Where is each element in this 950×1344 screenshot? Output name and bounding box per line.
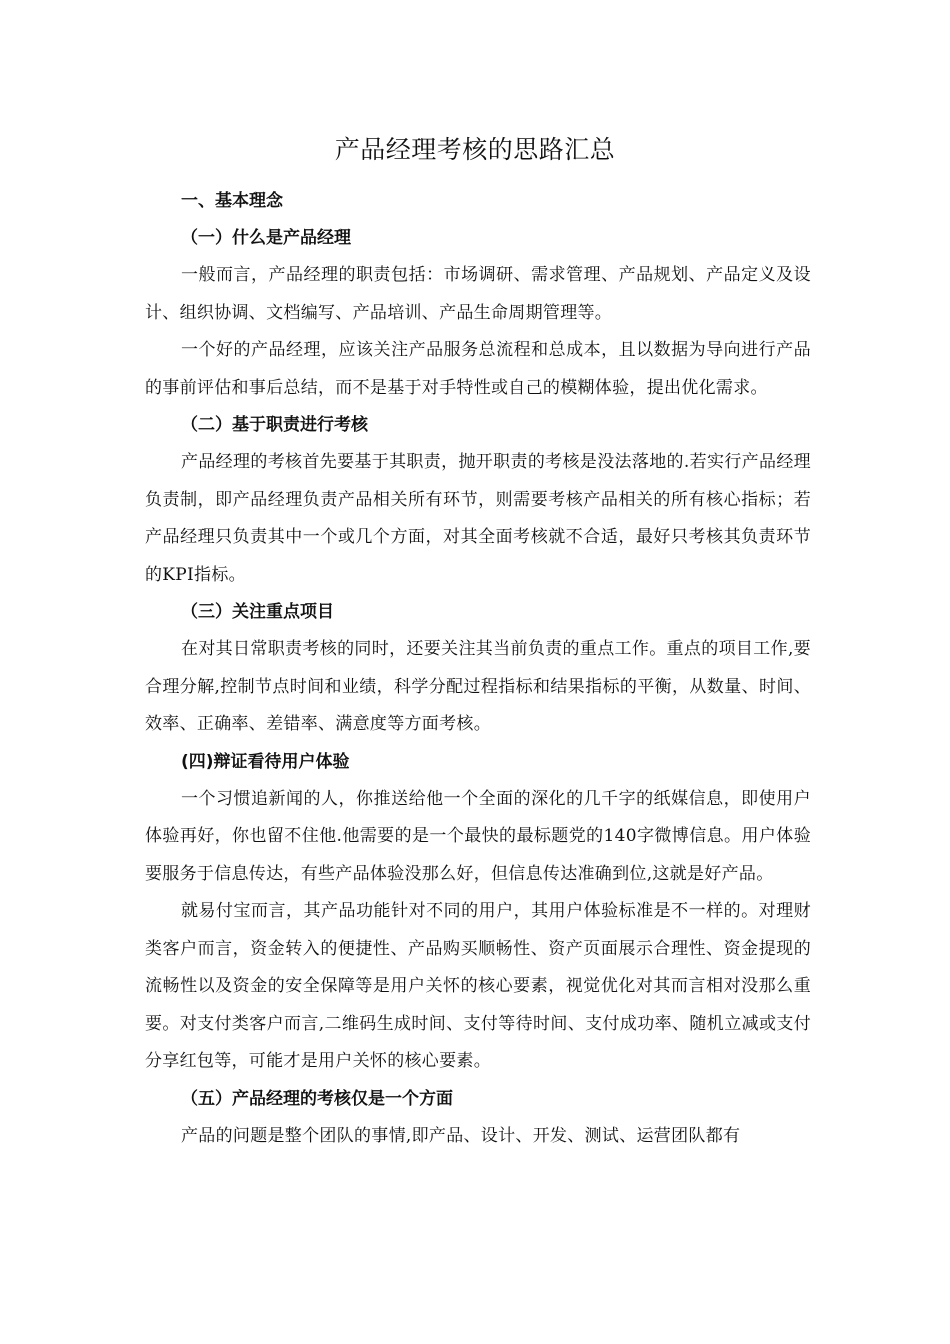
paragraph-team-responsibility: 产品的问题是整个团队的事情,即产品、设计、开发、测试、运营团队都有 (181, 1125, 741, 1146)
document-title: 产品经理考核的思路汇总 (334, 135, 616, 164)
subheading-key-projects: （三）关注重点项目 (181, 602, 334, 622)
subheading-user-experience: (四)辩证看待用户体验 (181, 751, 350, 772)
subheading-assessment-one-aspect: （五）产品经理的考核仅是一个方面 (181, 1088, 453, 1109)
paragraph-good-pm: 一个好的产品经理，应该关注产品服务总流程和总成本，且以数据为导向进行产品的事前评估和事后总结，而不是基于对手特性或自己的模糊体验，提出优化需求。 (145, 340, 811, 398)
paragraph-duty-assessment: 产品经理的考核首先要基于其职责，抛开职责的考核是没法落地的.若实行产品经理负责制，即产品经理负责产品相关所有环节，则需要考核产品相关的所有核心指标；若产品经理只负责其中一个或几个方面，对其全面考核就不合适，最好只考核其负责环节的KPI指标。 (145, 452, 811, 585)
paragraph-news-example: 一个习惯追新闻的人，你推送给他一个全面的深化的几千字的纸媒信息，即使用户体验再好，你也留不住他.他需要的是一个最快的最标题党的140字微博信息。用户体验要服务于信息传达，有些产品体验没那么好，但信息传达准确到位,这就是好产品。 (145, 788, 811, 884)
paragraph-key-projects: 在对其日常职责考核的同时，还要关注其当前负责的重点工作。重点的项目工作,要合理分解,控制节点时间和业绩，科学分配过程指标和结果指标的平衡，从数量、时间、效率、正确率、差错率、满意度等方面考核。 (145, 639, 811, 734)
document-body (145, 183, 811, 1155)
paragraph-pm-duties: 一般而言，产品经理的职责包括：市场调研、需求管理、产品规划、产品定义及设计、组织协调、文档编写、产品培训、产品生命周期管理等。 (145, 265, 811, 323)
section-heading-basic-concepts: 一、基本理念 (181, 191, 283, 211)
paragraph-yifubao-example: 就易付宝而言，其产品功能针对不同的用户，其用户体验标准是不一样的。对理财类客户而言，资金转入的便捷性、产品购买顺畅性、资产页面展示合理性、资金提现的流畅性以及资金的安全保障等是用户关怀的核心要素，视觉优化对其而言相对没那么重要。对支付类客户而言,二维码生成时间、支付等待时间、支付成功率、随机立减或支付分享红包等，可能才是用户关怀的核心要素。 (145, 901, 811, 1071)
subheading-what-is-pm: （一）什么是产品经理 (181, 228, 351, 248)
subheading-duty-based-assessment: （二）基于职责进行考核 (181, 415, 368, 435)
